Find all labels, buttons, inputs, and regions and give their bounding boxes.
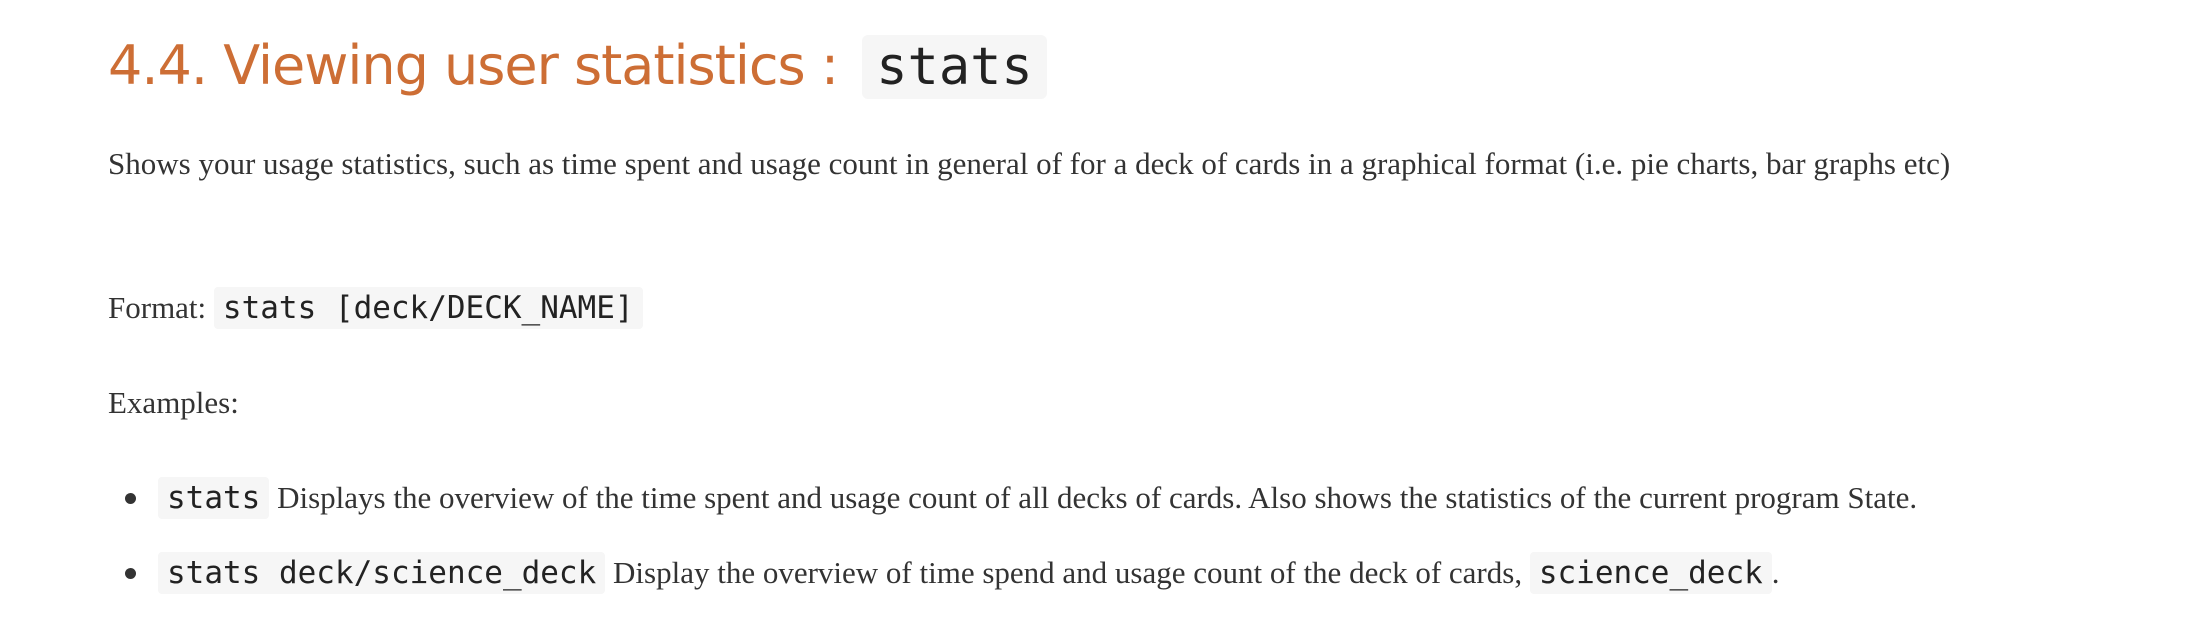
example-command-code: stats deck/science_deck (158, 552, 605, 594)
list-item (108, 546, 2158, 600)
bullet-icon (125, 568, 136, 579)
example-description: Display the overview of time spend and usage count of the deck of cards, (605, 555, 1530, 590)
bullet-icon (125, 493, 136, 504)
examples-label: Examples: (108, 385, 239, 420)
example-description: Displays the overview of the time spent and usage count of all decks of cards. Also shows the statistics of the current program State. (269, 480, 1918, 515)
description-paragraph: Shows your usage statistics, such as time spent and usage count in general of for a deck of cards in a graphical format (i.e. pie charts, bar graphs etc) (108, 146, 1951, 181)
example-suffix: . (1771, 555, 1780, 590)
example-command-code: stats (158, 477, 269, 519)
list-item (108, 471, 2158, 525)
format-label: Format: (108, 290, 214, 325)
format-command-code: stats [deck/DECK_NAME] (214, 287, 643, 329)
heading-command-code: stats (862, 35, 1047, 99)
section-heading (108, 30, 1047, 103)
example-inline-code: science_deck (1530, 552, 1772, 594)
examples-list (108, 471, 2158, 621)
format-paragraph (108, 281, 643, 335)
heading-title: 4.4. Viewing user statistics : (108, 34, 855, 97)
